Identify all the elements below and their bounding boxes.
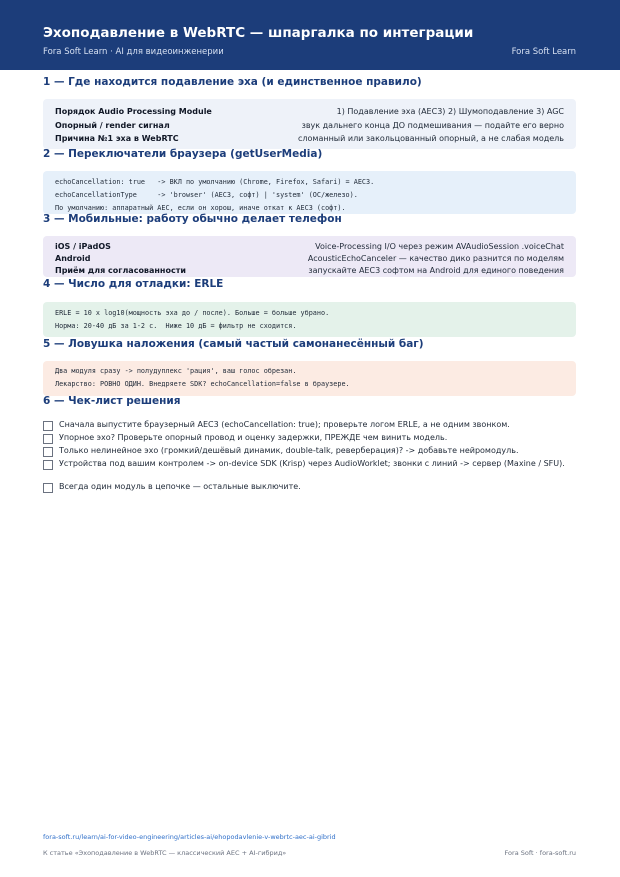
erle-line: Норма: 20-40 дБ за 1-2 с. Ниже 10 дБ = фильтр не сходится. — [55, 322, 297, 330]
kv-key: Приём для согласованности — [55, 266, 186, 275]
kv-value: Voice-Processing I/O через режим AVAudioSession .voiceChat — [315, 242, 564, 251]
kv-row — [55, 264, 564, 277]
checkbox[interactable] — [43, 483, 53, 493]
section-6-heading: 6 — Чек-лист решения — [43, 395, 181, 407]
kv-key: Опорный / render сигнал — [55, 121, 170, 130]
section-1-box — [43, 99, 576, 149]
code-line: echoCancellation: true -> ВКЛ по умолчанию (Chrome, Firefox, Safari) = AEC3. — [55, 178, 375, 186]
trap-line: Лекарство: РОВНО ОДИН. Внедряете SDK? echoCancellation=false в браузере. — [55, 380, 350, 388]
footer-brand: Fora Soft · fora-soft.ru — [504, 849, 576, 857]
checkbox[interactable] — [43, 460, 53, 470]
checklist-item-text: Сначала выпустите браузерный AEC3 (echoCancellation: true); проверьте логом ERLE, а не одним звонком. — [59, 420, 510, 429]
section-4-box — [43, 302, 576, 337]
erle-line: ERLE = 10 x log10(мощность эха до / после). Больше = больше убрано. — [55, 309, 330, 317]
kv-value: запускайте AEC3 софтом на Android для единого поведения — [308, 266, 564, 275]
section-3-heading: 3 — Мобильные: работу обычно делает телефон — [43, 213, 342, 225]
section-3-box — [43, 236, 576, 277]
section-5-box — [43, 361, 576, 396]
kv-value: сломанный или закольцованный опорный, а не слабая модель — [298, 134, 564, 143]
checklist-item[interactable] — [43, 481, 573, 493]
code-line: echoCancellationType -> 'browser' (AEC3, софт) | 'system' (ОС/железо). — [55, 191, 358, 199]
kv-key: iOS / iPadOS — [55, 242, 111, 251]
brand-label: Fora Soft Learn — [511, 47, 576, 57]
checklist-item-text: Устройства под вашим контролем -> on-device SDK (Krisp) через AudioWorklet; звонки с линий -> сервер (Maxine / SFU). — [59, 459, 565, 468]
checklist-item[interactable] — [43, 432, 573, 444]
checklist-item-text: Всегда один модуль в цепочке — остальные выключите. — [59, 482, 301, 491]
checkbox[interactable] — [43, 447, 53, 457]
code-line: По умолчанию: аппаратный AEC, если он хорош, иначе откат к AEC3 (софт). — [55, 204, 346, 212]
kv-key: Причина №1 эха в WebRTC — [55, 134, 179, 143]
section-2-code-box — [43, 171, 576, 214]
kv-row — [55, 132, 564, 145]
checklist-item-text: Только нелинейное эхо (громкий/дешёвый динамик, double-talk, реверберация)? -> добавьте нейромодуль. — [59, 446, 519, 455]
checklist-item[interactable] — [43, 445, 573, 457]
section-5-heading: 5 — Ловушка наложения (самый частый самонанесённый баг) — [43, 338, 424, 350]
page-header — [0, 0, 620, 70]
section-1-heading: 1 — Где находится подавление эха (и единственное правило) — [43, 76, 422, 88]
kv-value: звук дальнего конца ДО подмешивания — подайте его верно — [301, 121, 564, 130]
kv-value: AcousticEchoCanceler — качество дико разнится по моделям — [307, 254, 564, 263]
checkbox[interactable] — [43, 434, 53, 444]
checklist-item-text: Упорное эхо? Проверьте опорный провод и оценку задержки, ПРЕЖДЕ чем винить модель. — [59, 433, 448, 442]
kv-row — [55, 119, 564, 132]
checkbox[interactable] — [43, 421, 53, 431]
kv-key: Android — [55, 254, 91, 263]
checklist-item[interactable] — [43, 419, 573, 431]
kv-row — [55, 105, 564, 118]
footer-article-reference: К статье «Эхоподавление в WebRTC — классический AEC + AI-гибрид» — [43, 849, 287, 857]
trap-line: Два модуля сразу -> полудуплекс 'рация', ваш голос обрезан. — [55, 367, 297, 375]
checklist-item[interactable] — [43, 458, 573, 482]
kv-value: 1) Подавление эха (AEC3) 2) Шумоподавление 3) AGC — [336, 107, 564, 116]
section-4-heading: 4 — Число для отладки: ERLE — [43, 278, 224, 290]
footer-article-link[interactable]: fora-soft.ru/learn/ai-for-video-engineering/articles-ai/ehopodavlenie-v-webrtc-aec-ai-gibrid — [43, 833, 336, 841]
kv-key: Порядок Audio Processing Module — [55, 107, 212, 116]
page-subtitle: Fora Soft Learn · AI для видеоинженерии — [43, 47, 224, 57]
section-2-heading: 2 — Переключатели браузера (getUserMedia) — [43, 148, 323, 160]
page-title: Эхоподавление в WebRTC — шпаргалка по интеграции — [43, 25, 474, 41]
